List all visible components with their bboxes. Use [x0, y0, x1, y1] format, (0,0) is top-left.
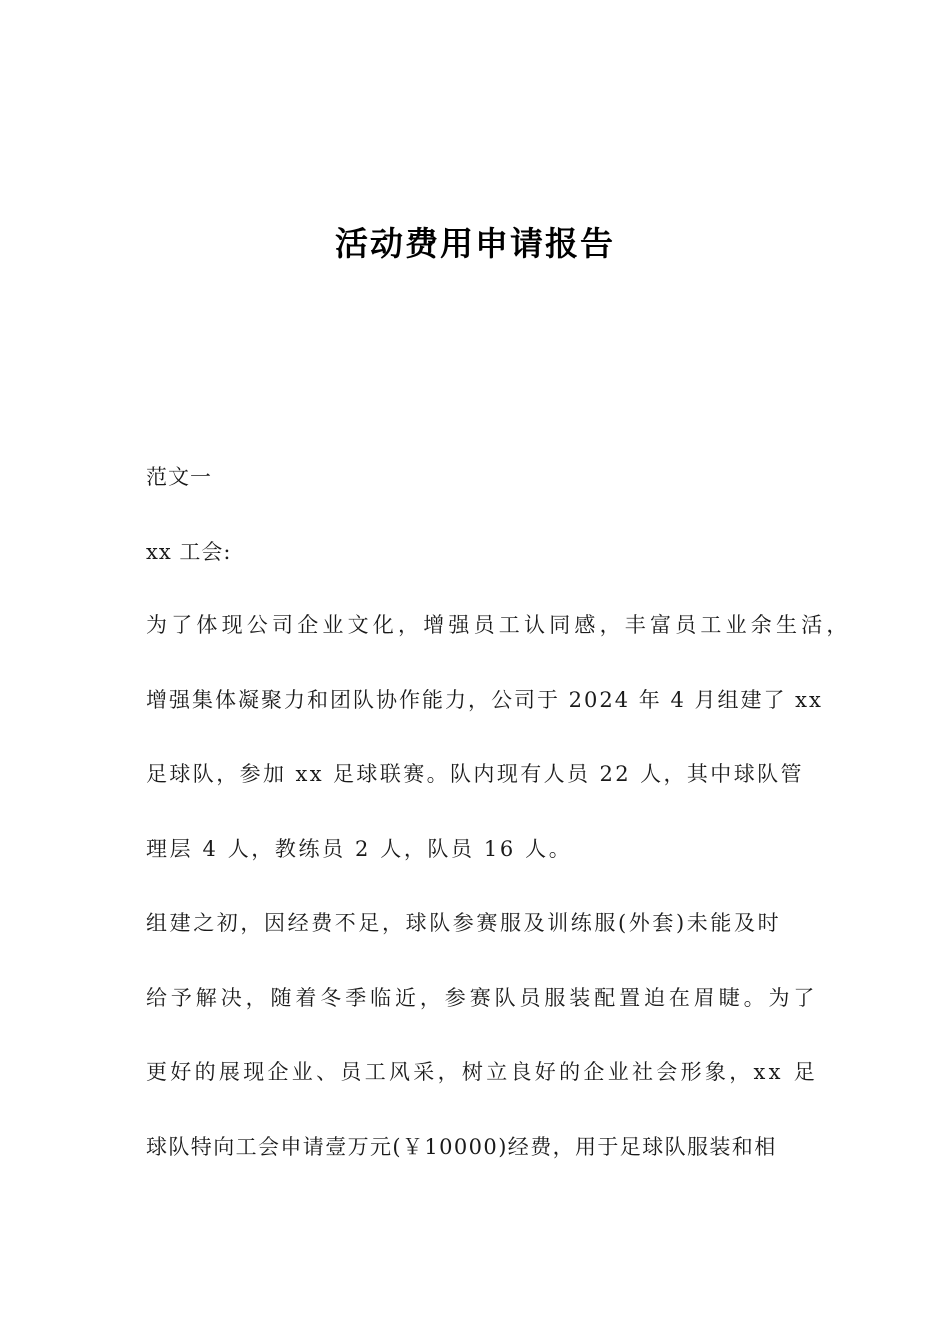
body-line: 增强集体凝聚力和团队协作能力，公司于 2024 年 4 月组建了 xx	[146, 688, 823, 712]
body-line: 更好的展现企业、员工风采，树立良好的企业社会形象，xx 足	[146, 1060, 819, 1084]
body-line: 足球队，参加 xx 足球联赛。队内现有人员 22 人，其中球队管	[146, 762, 804, 786]
body-line: 理层 4 人，教练员 2 人，队员 16 人。	[146, 837, 573, 861]
body-line: 组建之初，因经费不足，球队参赛服及训练服(外套)未能及时	[146, 911, 782, 935]
body-line: 为了体现公司企业文化，增强员工认同感，丰富员工业余生活，	[146, 613, 852, 637]
salutation: xx 工会:	[146, 540, 232, 564]
body-line: 球队特向工会申请壹万元(￥10000)经费，用于足球队服装和相	[146, 1135, 777, 1159]
document-title: 活动费用申请报告	[335, 224, 615, 263]
body-line: 给予解决，随着冬季临近，参赛队员服装配置迫在眉睫。为了	[146, 986, 819, 1010]
section-label: 范文一	[146, 465, 212, 489]
